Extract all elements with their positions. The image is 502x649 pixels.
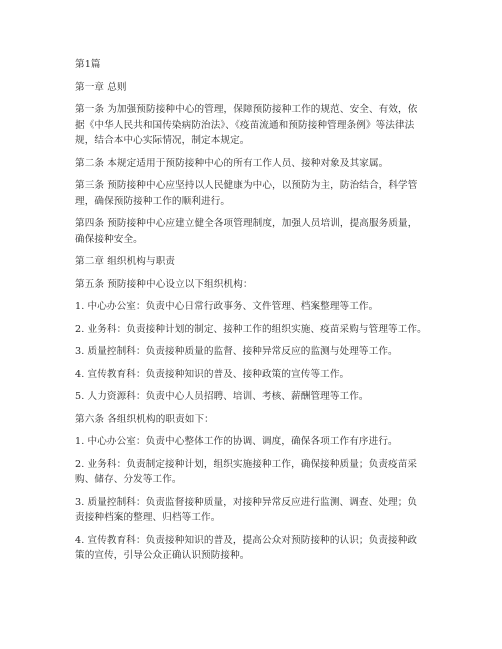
text-line: 第二条 本规定适用于预防接种中心的所有工作人员、接种对象及其家属。 [75, 157, 389, 169]
paragraph [75, 299, 445, 315]
paragraph [75, 533, 445, 564]
text-line: 2. 业务科：负责制定接种计划，组织实施接种工作，确保接种质量；负责疫苗采 [75, 458, 418, 470]
text-line: 第五条 预防接种中心设立以下组织机构： [75, 278, 253, 290]
text-line: 4. 宣传教育科：负责接种知识的普及，提高公众对预防接种的认识；负责接种政 [75, 534, 418, 546]
paragraph [75, 412, 445, 428]
text-line: 确保接种安全。 [75, 233, 143, 245]
text-line: 理，确保预防接种工作的顺利进行。 [75, 195, 231, 207]
text-line: 第一条 为加强预防接种中心的管理，保障预防接种工作的规范、安全、有效，依 [75, 104, 418, 115]
paragraph [75, 178, 445, 209]
document-body [75, 57, 445, 571]
text-line: 第1篇 [75, 59, 101, 70]
paragraph [75, 216, 445, 247]
paragraph [75, 322, 445, 338]
text-line: 责接种档案的整理、归档等工作。 [75, 512, 221, 523]
paragraph [75, 457, 445, 488]
text-line: 3. 质量控制科：负责接种质量的监督、接种异常反应的监测与处理等工作。 [75, 346, 398, 357]
text-line: 1. 中心办公室：负责中心整体工作的协调、调度，确保各项工作有序进行。 [75, 436, 398, 447]
text-line: 1. 中心办公室：负责中心日常行政事务、文件管理、档案整理等工作。 [75, 301, 379, 312]
text-line: 购、储存、分发等工作。 [75, 474, 182, 485]
text-line: 3. 质量控制科：负责监督接种质量，对接种异常反应进行监测、调查、处理；负 [75, 496, 418, 508]
paragraph [75, 434, 445, 450]
paragraph [75, 344, 445, 360]
text-line: 第一章 总则 [75, 81, 127, 93]
text-line: 策的宣传，引导公众正确认识预防接种。 [75, 550, 250, 561]
paragraph [75, 495, 445, 526]
text-line: 第六条 各组织机构的职责如下： [75, 413, 214, 425]
text-line: 第二章 组织机构与职责 [75, 256, 176, 267]
text-line: 第四条 预防接种中心应建立健全各项管理制度，加强人员培训，提高服务质量， [75, 218, 418, 229]
paragraph [75, 57, 445, 73]
paragraph [75, 277, 445, 293]
text-line: 2. 业务科：负责接种计划的制定、接种工作的组织实施、疫苗采购与管理等工作。 [75, 323, 427, 335]
paragraph [75, 80, 445, 96]
text-line: 据《中华人民共和国传染病防治法》、《疫苗流通和预防接种管理条例》等法律法 [75, 119, 415, 131]
paragraph [75, 367, 445, 383]
paragraph [75, 102, 445, 149]
paragraph [75, 254, 445, 270]
text-line: 第三条 预防接种中心应坚持以人民健康为中心，以预防为主，防治结合，科学管 [75, 180, 418, 191]
paragraph [75, 156, 445, 172]
text-line: 5. 人力资源科：负责中心人员招聘、培训、考核、薪酬管理等工作。 [75, 391, 369, 402]
text-line: 4. 宣传教育科：负责接种知识的普及、接种政策的宣传等工作。 [75, 368, 350, 380]
text-line: 规，结合本中心实际情况，制定本规定。 [75, 135, 250, 146]
paragraph [75, 389, 445, 405]
